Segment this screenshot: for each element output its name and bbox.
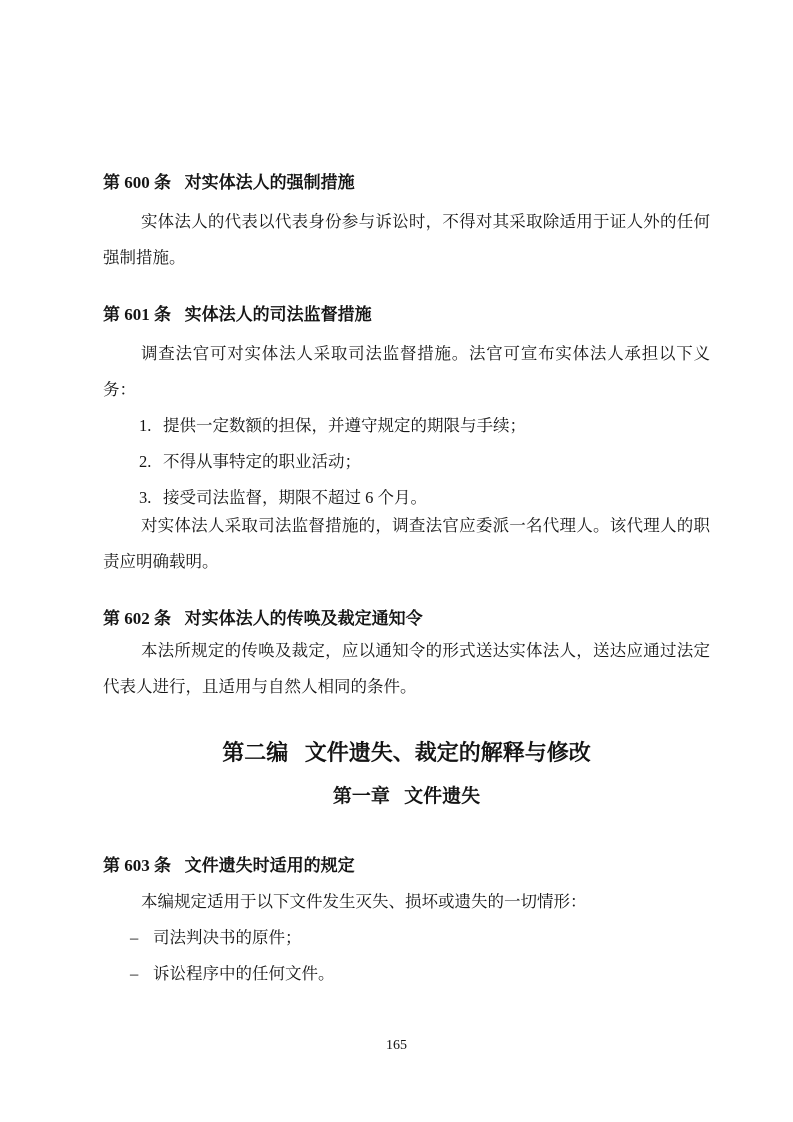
list-item-text: 提供一定数额的担保，并遵守规定的期限与手续；	[163, 416, 526, 435]
article-603-number: 第 603 条	[103, 856, 171, 875]
article-603-heading	[103, 848, 710, 884]
part-title: 文件遗失、裁定的解释与修改	[304, 740, 591, 765]
list-item	[103, 444, 710, 480]
list-item-text: 接受司法监督，期限不超过 6 个月。	[163, 488, 427, 507]
article-602-paragraph: 本法所规定的传唤及裁定，应以通知令的形式送达实体法人，送达应通过法定代表人进行，且适用与自然人相同的条件。	[103, 641, 710, 696]
article-601-heading	[103, 297, 710, 333]
dash-marker: –	[130, 964, 139, 983]
page-content	[103, 165, 710, 992]
dash-list-item	[103, 920, 710, 956]
article-601-number: 第 601 条	[103, 305, 171, 324]
article-601-intro: 调查法官可对实体法人采取司法监督措施。法官可宣布实体法人承担以下义务：	[103, 344, 710, 399]
article-602-title: 对实体法人的传唤及裁定通知令	[184, 609, 423, 628]
article-601-title: 实体法人的司法监督措施	[184, 305, 372, 324]
dash-marker: –	[130, 928, 139, 947]
part-heading	[103, 733, 710, 773]
article-600-number: 第 600 条	[103, 173, 171, 192]
chapter-number: 第一章	[332, 786, 390, 807]
part-number: 第二编	[222, 740, 289, 765]
list-item-marker: 2.	[139, 452, 152, 471]
article-601-closing: 对实体法人采取司法监督措施的，调查法官应委派一名代理人。该代理人的职责应明确载明。	[103, 516, 710, 571]
article-602-heading	[103, 601, 710, 637]
list-item	[103, 408, 710, 444]
article-600-heading	[103, 165, 710, 201]
article-603-title: 文件遗失时适用的规定	[184, 856, 355, 875]
dash-item-text: 司法判决书的原件；	[153, 928, 302, 947]
dash-item-text: 诉讼程序中的任何文件。	[153, 964, 335, 983]
list-item-marker: 3.	[139, 488, 152, 507]
page-number: 165	[386, 1038, 407, 1053]
list-item	[103, 480, 710, 516]
article-600-title: 对实体法人的强制措施	[184, 173, 355, 192]
dash-list-item	[103, 956, 710, 992]
article-600-paragraph: 实体法人的代表以代表身份参与诉讼时，不得对其采取除适用于证人外的任何强制措施。	[103, 212, 710, 267]
article-603-intro: 本编规定适用于以下文件发生灭失、损坏或遗失的一切情形：	[140, 892, 587, 911]
article-602-number: 第 602 条	[103, 609, 171, 628]
list-item-text: 不得从事特定的职业活动；	[163, 452, 361, 471]
chapter-title: 文件遗失	[404, 786, 481, 807]
chapter-heading	[103, 778, 710, 816]
list-item-marker: 1.	[139, 416, 152, 435]
